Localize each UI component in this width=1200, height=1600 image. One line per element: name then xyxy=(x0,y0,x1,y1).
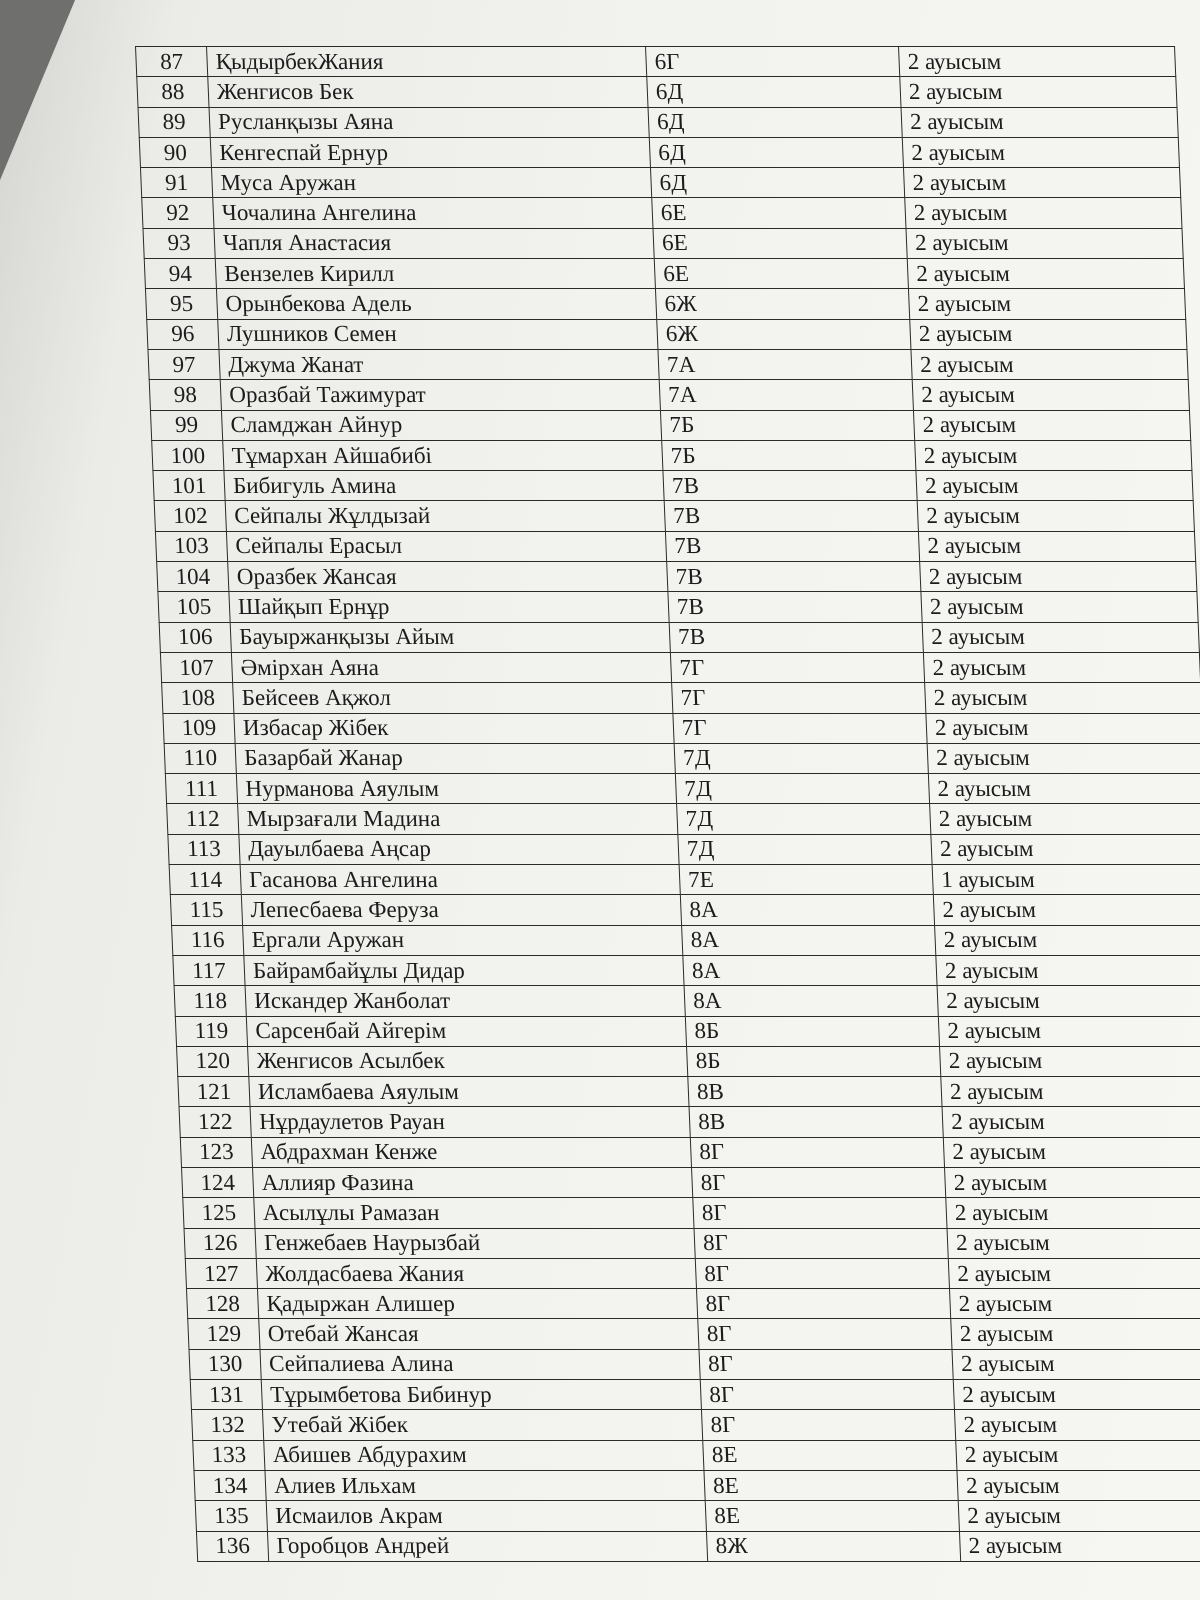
class-name: 8Г xyxy=(695,1258,949,1288)
shift-value: 2 ауысым xyxy=(901,107,1178,137)
shift-value: 2 ауысым xyxy=(931,834,1200,864)
shift-value: 2 ауысым xyxy=(910,319,1187,349)
student-name: Кенгеспай Ернур xyxy=(210,137,650,167)
row-number: 100 xyxy=(152,440,224,470)
row-number: 93 xyxy=(143,228,215,258)
student-name: Сарсенбай Айгерім xyxy=(246,1016,686,1046)
shift-value: 2 ауысым xyxy=(915,440,1192,470)
class-name: 8А xyxy=(682,925,936,955)
class-name: 8В xyxy=(688,1077,942,1107)
student-name: Генжебаев Наурызбай xyxy=(255,1228,695,1258)
shift-value: 2 ауысым xyxy=(921,592,1198,622)
table-row xyxy=(182,1167,1200,1197)
student-name: Бауыржанқызы Айым xyxy=(230,622,670,652)
shift-value: 2 ауысым xyxy=(937,986,1200,1016)
row-number: 134 xyxy=(194,1470,266,1500)
row-number: 131 xyxy=(190,1380,262,1410)
table-row xyxy=(152,440,1192,470)
student-name: Нұрдаулетов Рауан xyxy=(250,1107,690,1137)
row-number: 87 xyxy=(136,47,208,77)
table-row xyxy=(147,319,1187,349)
table-row xyxy=(138,107,1178,137)
shift-value: 1 ауысым xyxy=(932,865,1200,895)
table-row xyxy=(142,198,1182,228)
table-row xyxy=(191,1410,1200,1440)
student-name: Муса Аружан xyxy=(211,168,651,198)
table-row xyxy=(160,652,1200,682)
shift-value: 2 ауысым xyxy=(947,1228,1200,1258)
class-name: 7Д xyxy=(678,834,932,864)
class-name: 7Д xyxy=(674,743,928,773)
row-number: 91 xyxy=(140,168,212,198)
table-row xyxy=(155,531,1195,561)
shift-value: 2 ауысым xyxy=(907,259,1184,289)
row-number: 115 xyxy=(170,895,242,925)
class-name: 8Б xyxy=(687,1046,941,1076)
student-name: Вензелев Кирилл xyxy=(215,259,655,289)
shift-value: 2 ауысым xyxy=(926,713,1200,743)
table-row xyxy=(145,289,1185,319)
table-row xyxy=(137,77,1177,107)
row-number: 108 xyxy=(162,683,234,713)
row-number: 98 xyxy=(149,380,221,410)
student-name: Жолдасбаева Жания xyxy=(256,1258,696,1288)
student-name: Оразбек Жансая xyxy=(228,562,668,592)
student-name: Женгисов Асылбек xyxy=(248,1046,688,1076)
table-row xyxy=(193,1440,1200,1470)
student-name: Чочалина Ангелина xyxy=(213,198,653,228)
student-name: Чапля Анастасия xyxy=(214,228,654,258)
shift-value: 2 ауысым xyxy=(946,1198,1200,1228)
row-number: 121 xyxy=(178,1077,250,1107)
table-row xyxy=(180,1137,1200,1167)
student-name: Дауылбаева Аңсар xyxy=(239,834,679,864)
shift-value: 2 ауысым xyxy=(951,1319,1200,1349)
row-number: 97 xyxy=(148,349,220,379)
class-name: 8Г xyxy=(698,1319,952,1349)
class-name: 8Г xyxy=(699,1349,953,1379)
student-name: Аллияр Фазина xyxy=(253,1167,693,1197)
table-row xyxy=(183,1198,1200,1228)
table-row xyxy=(179,1107,1200,1137)
shift-value: 2 ауысым xyxy=(956,1440,1200,1470)
student-name: Орынбекова Адель xyxy=(216,289,656,319)
student-shift-table xyxy=(135,46,1200,1562)
class-name: 7Г xyxy=(670,652,924,682)
table-row xyxy=(143,228,1183,258)
shift-value: 2 ауысым xyxy=(900,77,1177,107)
student-name: Тұмархан Айшабибі xyxy=(223,440,663,470)
row-number: 123 xyxy=(180,1137,252,1167)
class-name: 8Е xyxy=(705,1501,959,1531)
table-row xyxy=(175,1016,1200,1046)
shift-value: 2 ауысым xyxy=(952,1349,1200,1379)
shift-value: 2 ауысым xyxy=(920,562,1197,592)
student-name: Алиев Ильхам xyxy=(265,1470,705,1500)
student-name: Лушников Семен xyxy=(218,319,658,349)
class-name: 8Г xyxy=(692,1167,946,1197)
class-name: 8Г xyxy=(693,1198,947,1228)
class-name: 6Ж xyxy=(657,319,911,349)
table-row xyxy=(144,259,1184,289)
class-name: 6Г xyxy=(646,47,900,77)
shift-value: 2 ауысым xyxy=(945,1167,1200,1197)
row-number: 110 xyxy=(164,743,236,773)
row-number: 107 xyxy=(160,652,232,682)
row-number: 90 xyxy=(139,137,211,167)
class-name: 8Г xyxy=(694,1228,948,1258)
shift-value: 2 ауысым xyxy=(935,925,1200,955)
class-name: 7Д xyxy=(675,774,929,804)
class-name: 6Д xyxy=(648,107,902,137)
class-name: 6Е xyxy=(653,228,907,258)
student-name: Отебай Жансая xyxy=(259,1319,699,1349)
shift-value: 2 ауысым xyxy=(905,198,1182,228)
row-number: 119 xyxy=(175,1016,247,1046)
shift-value: 2 ауысым xyxy=(908,289,1185,319)
class-name: 7Г xyxy=(673,713,927,743)
student-name: Русланқызы Аяна xyxy=(209,107,649,137)
table-row xyxy=(177,1046,1200,1076)
student-name: ҚыдырбекЖания xyxy=(207,47,647,77)
row-number: 103 xyxy=(155,531,227,561)
row-number: 116 xyxy=(172,925,244,955)
shift-value: 2 ауысым xyxy=(938,1016,1200,1046)
class-name: 8Б xyxy=(685,1016,939,1046)
class-name: 7Д xyxy=(677,804,931,834)
student-name: Тұрымбетова Бибинур xyxy=(261,1380,701,1410)
class-name: 7В xyxy=(669,622,923,652)
table-row xyxy=(168,834,1200,864)
shift-value: 2 ауысым xyxy=(941,1077,1200,1107)
table-row xyxy=(186,1289,1200,1319)
class-name: 7В xyxy=(665,531,919,561)
table-row xyxy=(195,1501,1200,1531)
row-number: 101 xyxy=(153,471,225,501)
shift-value: 2 ауысым xyxy=(936,955,1200,985)
table-row xyxy=(165,774,1200,804)
shift-value: 2 ауысым xyxy=(953,1380,1200,1410)
row-number: 89 xyxy=(138,107,210,137)
class-name: 8Е xyxy=(704,1470,958,1500)
shift-value: 2 ауысым xyxy=(912,380,1189,410)
row-number: 120 xyxy=(177,1046,249,1076)
row-number: 111 xyxy=(165,774,237,804)
table-row xyxy=(163,713,1200,743)
document-table-wrapper xyxy=(135,46,1200,1562)
student-name: Сейпалы Ерасыл xyxy=(226,531,666,561)
row-number: 128 xyxy=(186,1289,258,1319)
student-name: Нурманова Аяулым xyxy=(236,774,676,804)
class-name: 7В xyxy=(667,562,921,592)
class-name: 7А xyxy=(659,380,913,410)
shift-value: 2 ауысым xyxy=(916,471,1193,501)
row-number: 130 xyxy=(189,1349,261,1379)
class-name: 8Г xyxy=(690,1137,944,1167)
student-name: Қадыржан Алишер xyxy=(257,1289,697,1319)
student-name: Сламджан Айнур xyxy=(221,410,661,440)
student-name: Избасар Жібек xyxy=(234,713,674,743)
student-name: Байрамбайұлы Дидар xyxy=(244,955,684,985)
class-name: 7Б xyxy=(662,440,916,470)
row-number: 124 xyxy=(182,1167,254,1197)
student-name: Абдрахман Кенже xyxy=(251,1137,691,1167)
class-name: 6Д xyxy=(650,168,904,198)
class-name: 7А xyxy=(658,349,912,379)
shift-value: 2 ауысым xyxy=(959,1531,1200,1561)
table-row xyxy=(157,562,1197,592)
student-name: Искандер Жанболат xyxy=(245,986,685,1016)
shift-value: 2 ауысым xyxy=(930,804,1200,834)
class-name: 8А xyxy=(683,955,937,985)
student-name: Исламбаева Аяулым xyxy=(249,1077,689,1107)
class-name: 8Г xyxy=(696,1289,950,1319)
row-number: 92 xyxy=(142,198,214,228)
row-number: 99 xyxy=(150,410,222,440)
student-name: Женгисов Бек xyxy=(208,77,648,107)
table-row xyxy=(136,47,1176,77)
class-name: 8Ж xyxy=(706,1531,960,1561)
class-name: 6Ж xyxy=(655,289,909,319)
shift-value: 2 ауысым xyxy=(958,1501,1200,1531)
class-name: 6Е xyxy=(652,198,906,228)
row-number: 118 xyxy=(174,986,246,1016)
shift-value: 2 ауысым xyxy=(918,531,1195,561)
class-name: 6Д xyxy=(649,137,903,167)
student-name: Сейпалиева Алина xyxy=(260,1349,700,1379)
row-number: 136 xyxy=(196,1531,268,1561)
student-name: Джума Жанат xyxy=(219,349,659,379)
shift-value: 2 ауысым xyxy=(933,895,1200,925)
table-row xyxy=(174,986,1200,1016)
class-name: 6Д xyxy=(647,77,901,107)
student-name: Утебай Жібек xyxy=(262,1410,702,1440)
row-number: 94 xyxy=(144,259,216,289)
table-body xyxy=(136,47,1200,1562)
class-name: 7Г xyxy=(672,683,926,713)
class-name: 8В xyxy=(689,1107,943,1137)
row-number: 104 xyxy=(157,562,229,592)
student-name: Лепесбаева Феруза xyxy=(241,895,681,925)
shift-value: 2 ауысым xyxy=(928,774,1200,804)
shift-value: 2 ауысым xyxy=(943,1137,1200,1167)
student-name: Мырзағали Мадина xyxy=(238,804,678,834)
row-number: 129 xyxy=(188,1319,260,1349)
shift-value: 2 ауысым xyxy=(948,1258,1200,1288)
student-name: Асылұлы Рамазан xyxy=(254,1198,694,1228)
shift-value: 2 ауысым xyxy=(906,228,1183,258)
table-row xyxy=(159,622,1199,652)
student-name: Әмірхан Аяна xyxy=(231,652,671,682)
shift-value: 2 ауысым xyxy=(899,47,1176,77)
class-name: 8А xyxy=(680,895,934,925)
class-name: 8А xyxy=(684,986,938,1016)
table-row xyxy=(178,1077,1200,1107)
class-name: 8Г xyxy=(700,1380,954,1410)
shift-value: 2 ауысым xyxy=(925,683,1200,713)
class-name: 7Е xyxy=(679,865,933,895)
table-row xyxy=(173,955,1200,985)
row-number: 112 xyxy=(167,804,239,834)
table-row xyxy=(153,471,1193,501)
student-name: Гасанова Ангелина xyxy=(240,865,680,895)
row-number: 96 xyxy=(147,319,219,349)
table-row xyxy=(164,743,1200,773)
table-row xyxy=(140,168,1180,198)
class-name: 7В xyxy=(663,471,917,501)
shift-value: 2 ауысым xyxy=(942,1107,1200,1137)
row-number: 126 xyxy=(184,1228,256,1258)
table-row xyxy=(189,1349,1200,1379)
table-row xyxy=(196,1531,1200,1561)
student-name: Оразбай Тажимурат xyxy=(220,380,660,410)
row-number: 133 xyxy=(193,1440,265,1470)
student-name: Ергали Аружан xyxy=(243,925,683,955)
row-number: 127 xyxy=(185,1258,257,1288)
class-name: 6Е xyxy=(654,259,908,289)
row-number: 102 xyxy=(154,501,226,531)
table-row xyxy=(188,1319,1200,1349)
student-name: Исмаилов Акрам xyxy=(266,1501,706,1531)
shift-value: 2 ауысым xyxy=(940,1046,1200,1076)
row-number: 132 xyxy=(191,1410,263,1440)
row-number: 125 xyxy=(183,1198,255,1228)
student-name: Абишев Абдурахим xyxy=(264,1440,704,1470)
class-name: 7В xyxy=(664,501,918,531)
shift-value: 2 ауысым xyxy=(949,1289,1200,1319)
student-name: Горобцов Андрей xyxy=(267,1531,707,1561)
shift-value: 2 ауысым xyxy=(922,622,1199,652)
table-row xyxy=(184,1228,1200,1258)
table-row xyxy=(185,1258,1200,1288)
class-name: 7Б xyxy=(660,410,914,440)
class-name: 7В xyxy=(668,592,922,622)
shift-value: 2 ауысым xyxy=(923,652,1200,682)
shift-value: 2 ауысым xyxy=(957,1470,1200,1500)
table-row xyxy=(190,1380,1200,1410)
student-name: Сейпалы Жұлдызай xyxy=(225,501,665,531)
row-number: 95 xyxy=(145,289,217,319)
table-row xyxy=(150,410,1190,440)
shift-value: 2 ауысым xyxy=(903,168,1180,198)
class-name: 8Е xyxy=(703,1440,957,1470)
table-row xyxy=(158,592,1198,622)
row-number: 105 xyxy=(158,592,230,622)
table-row xyxy=(170,895,1200,925)
student-name: Базарбай Жанар xyxy=(235,743,675,773)
row-number: 106 xyxy=(159,622,231,652)
row-number: 117 xyxy=(173,955,245,985)
table-row xyxy=(172,925,1200,955)
row-number: 122 xyxy=(179,1107,251,1137)
class-name: 8Г xyxy=(701,1410,955,1440)
table-row xyxy=(149,380,1189,410)
table-row xyxy=(154,501,1194,531)
table-row xyxy=(162,683,1200,713)
table-row xyxy=(169,865,1200,895)
student-name: Шайқып Ернұр xyxy=(229,592,669,622)
shift-value: 2 ауысым xyxy=(902,137,1179,167)
student-name: Бибигуль Амина xyxy=(224,471,664,501)
student-name: Бейсеев Ақжол xyxy=(233,683,673,713)
row-number: 135 xyxy=(195,1501,267,1531)
shift-value: 2 ауысым xyxy=(911,349,1188,379)
row-number: 114 xyxy=(169,865,241,895)
shift-value: 2 ауысым xyxy=(917,501,1194,531)
table-row xyxy=(148,349,1188,379)
table-row xyxy=(167,804,1200,834)
row-number: 109 xyxy=(163,713,235,743)
row-number: 113 xyxy=(168,834,240,864)
shift-value: 2 ауысым xyxy=(927,743,1200,773)
table-row xyxy=(139,137,1179,167)
shift-value: 2 ауысым xyxy=(913,410,1190,440)
row-number: 88 xyxy=(137,77,209,107)
shift-value: 2 ауысым xyxy=(954,1410,1200,1440)
table-row xyxy=(194,1470,1200,1500)
